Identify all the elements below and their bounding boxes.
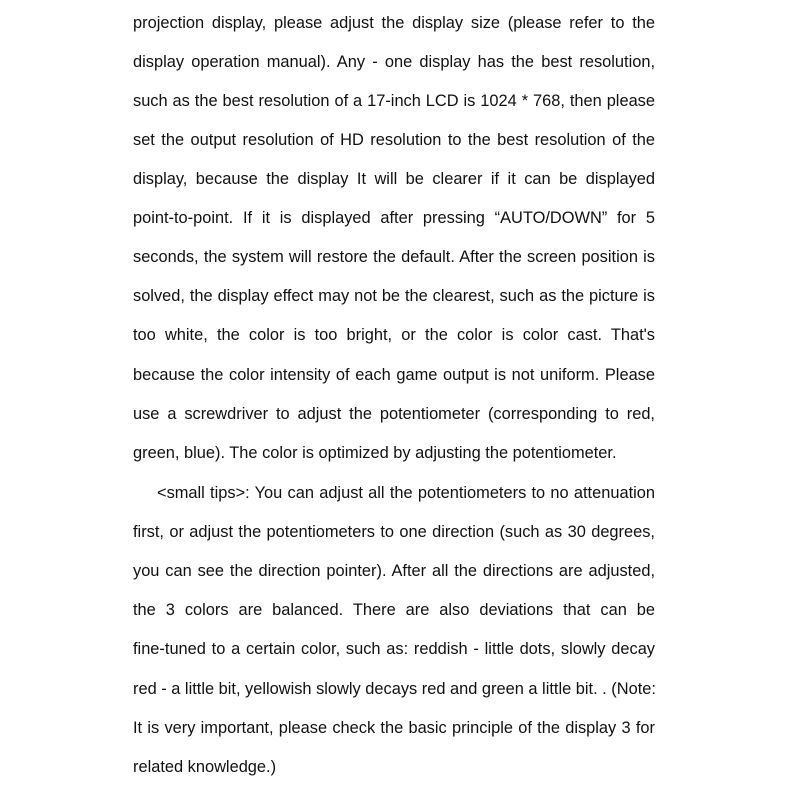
paragraph-1-line-10: because the color intensity of each game output is not uniform. Please	[133, 366, 655, 384]
paragraph-2-line-8: related knowledge.)	[133, 758, 277, 776]
paragraph-2-line-3: you can see the direction pointer). After all the directions are adjusted,	[133, 562, 655, 580]
paragraph-2-line-1: <small tips>: You can adjust all the potentiometers to no attenuation	[157, 484, 655, 502]
paragraph-1-line-3: such as the best resolution of a 17-inch LCD is 1024 * 768, then please	[133, 92, 655, 110]
paragraph-1-line-12: green, blue). The color is optimized by adjusting the potentiometer.	[133, 444, 617, 462]
paragraph-2-line-4: the 3 colors are balanced. There are also deviations that can be	[133, 601, 655, 619]
paragraph-1-line-9: too white, the color is too bright, or the color is color cast. That's	[133, 326, 655, 344]
paragraph-1-line-4: set the output resolution of HD resolution to the best resolution of the	[133, 131, 655, 149]
paragraph-2-line-2: first, or adjust the potentiometers to one direction (such as 30 degrees,	[133, 523, 655, 541]
paragraph-1-line-6: point-to-point. If it is displayed after pressing “AUTO/DOWN” for 5	[133, 209, 655, 227]
paragraph-1-line-8: solved, the display effect may not be the clearest, such as the picture is	[133, 287, 655, 305]
paragraph-2-line-7: It is very important, please check the basic principle of the display 3 for	[133, 719, 655, 737]
paragraph-1-line-1: projection display, please adjust the display size (please refer to the	[133, 14, 655, 32]
paragraph-1-line-11: use a screwdriver to adjust the potentiometer (corresponding to red,	[133, 405, 655, 423]
paragraph-1-line-7: seconds, the system will restore the default. After the screen position is	[133, 248, 655, 266]
paragraph-1-line-5: display, because the display It will be clearer if it can be displayed	[133, 170, 655, 188]
paragraph-1-line-2: display operation manual). Any - one display has the best resolution,	[133, 53, 655, 71]
paragraph-2-line-5: fine-tuned to a certain color, such as: reddish - little dots, slowly decay	[133, 640, 655, 658]
paragraph-2-line-6: red - a little bit, yellowish slowly decays red and green a little bit. . (Note:	[133, 680, 656, 698]
